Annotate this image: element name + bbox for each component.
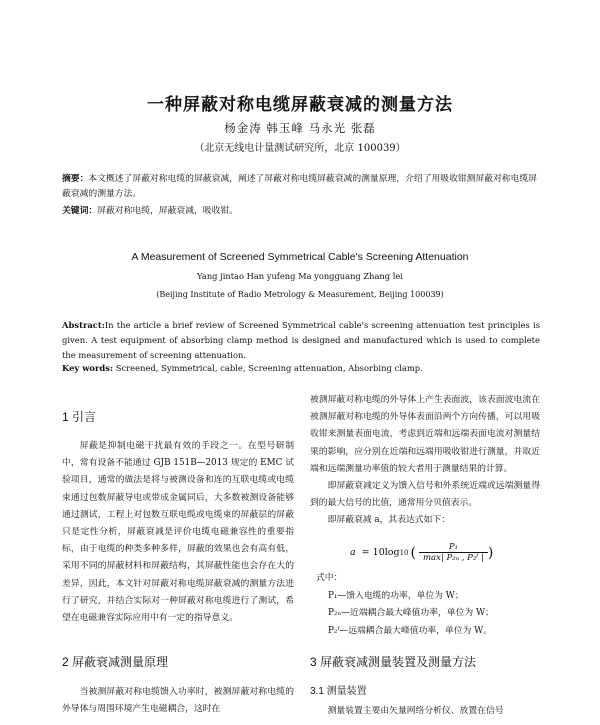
english-keywords <box>62 363 540 373</box>
keywords-cn-text: 屏蔽对称电缆，屏蔽衰减，吸收钳。 <box>97 206 238 216</box>
formula-sub: 10 <box>399 548 409 557</box>
formula-paren-left: ( <box>410 544 416 561</box>
formula-definitions <box>316 570 494 640</box>
section-1-body <box>62 438 294 627</box>
section-2-heading: 2 屏蔽衰减测量原理 <box>62 655 169 669</box>
affiliation: （北京无线电计量测试研究所，北京 100039） <box>194 143 406 154</box>
definition-p1: P₁—馈入电缆的功率，单位为 W； <box>328 590 464 601</box>
formula-paren-right: ) <box>487 544 494 561</box>
english-abstract-label: Abstract: <box>62 320 105 330</box>
formula-lhs: a <box>350 547 356 558</box>
section-1-heading: 1 引言 <box>62 410 97 424</box>
abstract-cn-text: 本文概述了屏蔽对称电缆的屏蔽衰减，阐述了屏蔽对称电缆屏蔽衰减的测量原理，介绍了用吸收钳测屏蔽对称电缆屏蔽衰减的测量方法。 <box>62 174 538 199</box>
english-abstract-text: In the article a brief review of Screened Symmetrical cable's screening attenuation test principles is given. A test equipment of absorbing clamp method is designed and manufactured which is used to complete the measurement of screening attenuation. <box>62 320 540 360</box>
english-title: A Measurement of Screened Symmetrical Cable's Screening Attenuation <box>131 251 469 263</box>
section-3-1-body <box>310 703 540 720</box>
authors: 杨金涛 韩玉峰 马永光 张磊 <box>224 121 376 135</box>
section-3-1-heading: 3.1 测量装置 <box>310 686 367 697</box>
abstract-cn-label: 摘要： <box>62 174 89 184</box>
formula-numerator: P₁ <box>448 542 458 552</box>
section-2-paragraph: 当被测屏蔽对称电缆馈入功率时，被测屏蔽对称电缆的外导体与周围环境产生电磁耦合，这时在 <box>62 687 294 715</box>
formula <box>350 542 493 563</box>
keywords-cn <box>62 203 540 216</box>
abstract-cn <box>62 172 540 202</box>
definition-p2n: P₂ₙ—近端耦合最大峰值功率，单位为 W； <box>328 608 494 618</box>
english-keywords-text: Screened, Symmetrical, cable, Screening attenuation, Absorbing clamp. <box>115 363 423 373</box>
section-2-body <box>62 684 294 718</box>
section-1-paragraph: 屏蔽是抑制电磁干扰最有效的手段之一。在型号研制中，常有设备不能通过 GJB 151B—2013 规定的 EMC 试验项目，通常的做法是将与被测设备和连的互联电缆或电缆束通过包数屏蔽导电或带成金属同后，大多数被测设备能够通过测试，工程上对包数互联电缆或电缆束的屏蔽层的屏蔽只是定性分析，屏蔽衰减是评价电缆电磁兼容性的重要指标，由于电缆的种类多种多样，屏蔽的效果也会有高有低，采用不同的屏蔽材料和屏蔽结构，其屏蔽性能也会存在大的差异，因此，本文针对屏蔽对称电缆屏蔽衰减的测量方法进行了研究，并结合实际对一种屏蔽对称电缆进行了测试，希望在电磁兼容实际应用中有一定的指导意义。 <box>62 441 294 624</box>
right-paragraph-1: 被测屏蔽对称电缆的外导体上产生表面波，该表面波电流在被测屏蔽对称电缆的外导体表面沿两个方向传播，可以用吸收钳来测量表面电流，考虑到近端和远端表面电流对测量结果的影响，应分别在近端和远端用吸收钳进行测量，并取近端和远端测量功率值的较大者用于测量结果的计算。 <box>310 395 540 474</box>
right-paragraph-2: 即屏蔽衰减定义为馈入信号和外系统近端或远端测量得到的最大信号的比值，通常用分贝值表示。 <box>310 481 540 509</box>
formula-fraction <box>419 542 488 563</box>
english-abstract <box>62 318 540 363</box>
definitions-intro: 式中： <box>316 573 343 583</box>
section-3-heading: 3 屏蔽衰减测量装置及测量方法 <box>310 655 477 669</box>
definition-p2f: P₂ᶠ—远端耦合最大峰值功率，单位为 W。 <box>328 625 492 636</box>
formula-eq: = 10log <box>361 547 400 558</box>
paper-title: 一种屏蔽对称电缆屏蔽衰减的测量方法 <box>147 95 453 115</box>
right-column-top <box>310 392 540 530</box>
english-keywords-label: Key words: <box>62 363 114 373</box>
section-3-1-paragraph: 测量装置主要由矢量网络分析仪、放置在信号 <box>327 706 504 716</box>
keywords-cn-label: 关键词： <box>62 206 98 216</box>
english-authors: Yang jintao Han yufeng Ma yongguang Zhang lei <box>197 271 403 281</box>
formula-denominator: max| P₂ₙ , P₂ᶠ | <box>422 553 484 563</box>
right-paragraph-3: 即屏蔽衰减 a，其表达式如下： <box>327 515 450 526</box>
english-affiliation: (Beijing Institute of Radio Metrology & Measurement, Beijing 100039) <box>156 290 444 299</box>
